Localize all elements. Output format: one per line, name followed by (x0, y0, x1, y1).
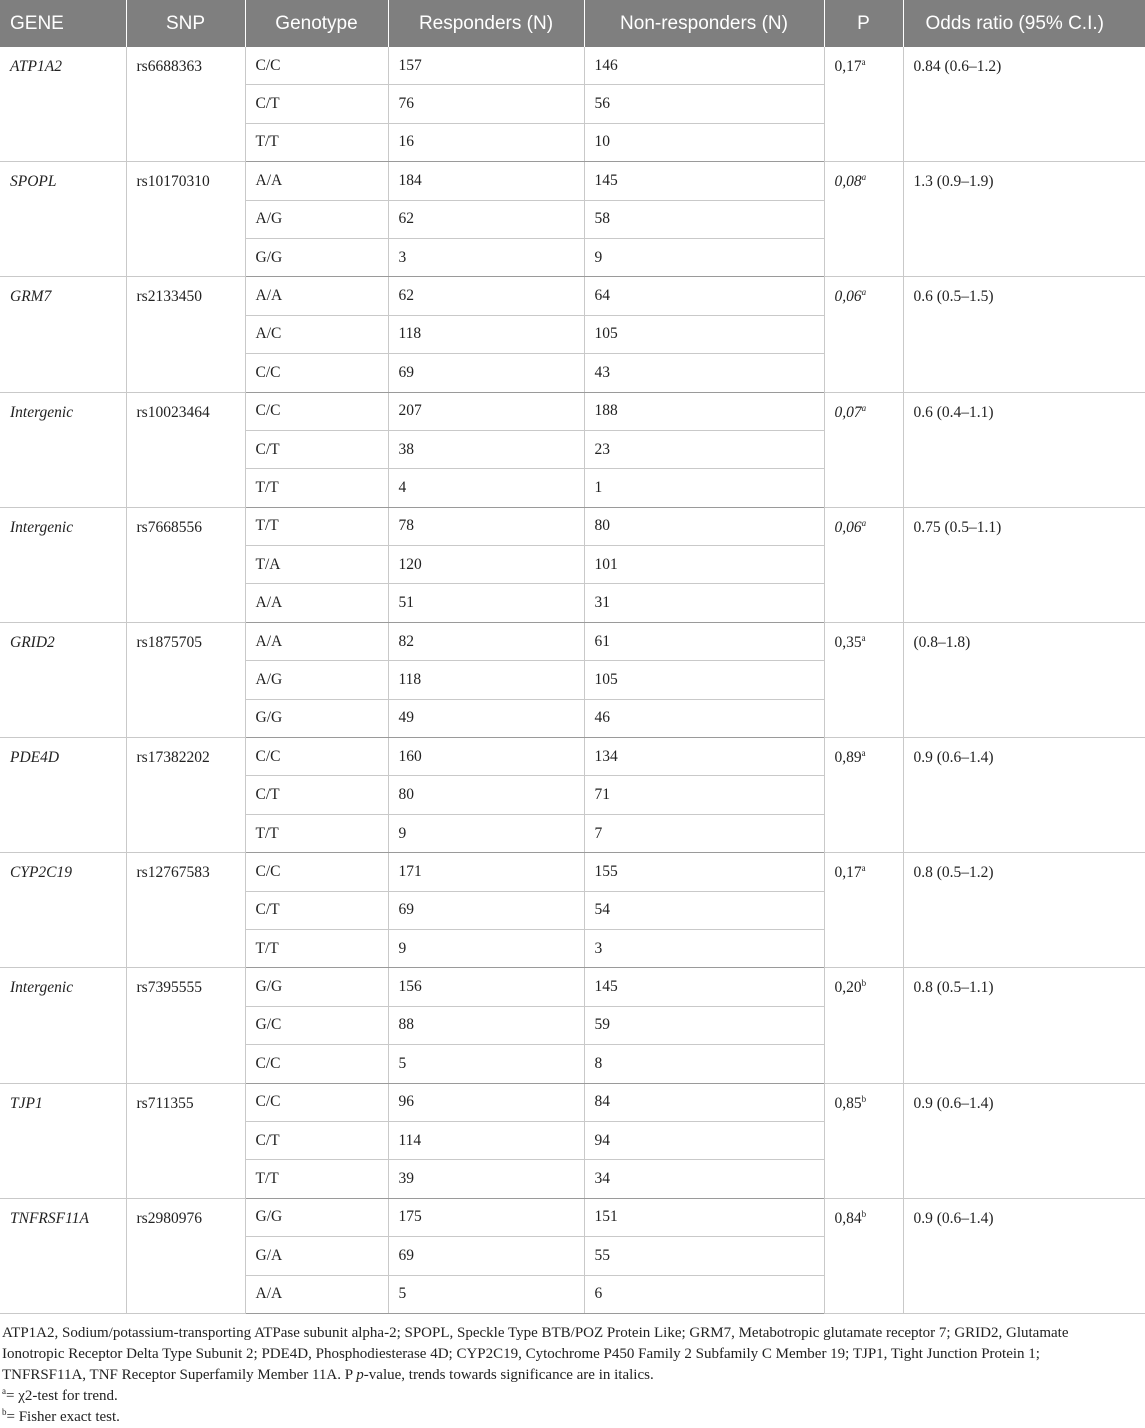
genotype-cell: A/A (245, 162, 388, 200)
nonresponders-cell: 105 (584, 315, 824, 353)
responders-cell: 114 (388, 1121, 584, 1159)
p-value-superscript: a (861, 632, 866, 643)
genotype-cell: C/T (245, 891, 388, 929)
genotype-cell: T/T (245, 123, 388, 161)
footnote-b-mark: b (2, 1407, 7, 1417)
footnote-a-text: = χ2-test for trend. (6, 1388, 118, 1404)
gene-cell: CYP2C19 (0, 853, 126, 968)
responders-cell: 69 (388, 891, 584, 929)
table-body (0, 47, 1145, 1313)
responders-cell: 80 (388, 776, 584, 814)
odds-ratio-cell: (0.8–1.8) (903, 622, 1145, 737)
responders-cell: 82 (388, 622, 584, 660)
responders-cell: 49 (388, 699, 584, 737)
genotype-cell: G/G (245, 238, 388, 276)
responders-cell: 175 (388, 1198, 584, 1236)
genotype-cell: C/T (245, 1121, 388, 1159)
nonresponders-cell: 84 (584, 1083, 824, 1121)
responders-cell: 3 (388, 238, 584, 276)
gene-cell: TNFRSF11A (0, 1198, 126, 1313)
genotype-cell: G/G (245, 968, 388, 1006)
nonresponders-cell: 7 (584, 814, 824, 852)
genotype-cell: A/G (245, 200, 388, 238)
genotype-cell: C/C (245, 354, 388, 392)
snp-cell: rs7668556 (126, 507, 245, 622)
header-nonresponders: Non-responders (N) (584, 0, 824, 47)
table-row (0, 738, 1145, 776)
genotype-cell: C/C (245, 1083, 388, 1121)
genotype-cell: T/T (245, 1160, 388, 1198)
responders-cell: 51 (388, 584, 584, 622)
gene-cell: SPOPL (0, 162, 126, 277)
nonresponders-cell: 134 (584, 738, 824, 776)
genotype-cell: A/A (245, 1275, 388, 1313)
p-value-cell (824, 47, 903, 162)
p-value-cell (824, 1083, 903, 1198)
nonresponders-cell: 31 (584, 584, 824, 622)
odds-ratio-cell: 0.75 (0.5–1.1) (903, 507, 1145, 622)
genotype-cell: T/T (245, 507, 388, 545)
nonresponders-cell: 43 (584, 354, 824, 392)
genotype-cell: C/T (245, 776, 388, 814)
header-gene: GENE (0, 0, 126, 47)
p-value-superscript: a (861, 172, 867, 183)
responders-cell: 5 (388, 1275, 584, 1313)
responders-cell: 62 (388, 200, 584, 238)
gene-cell: ATP1A2 (0, 47, 126, 162)
p-value: 0,08 (834, 173, 862, 191)
genotype-cell: G/G (245, 699, 388, 737)
footnote-p-italic: p (356, 1367, 364, 1383)
odds-ratio-cell: 0.84 (0.6–1.2) (903, 47, 1145, 162)
nonresponders-cell: 46 (584, 699, 824, 737)
odds-ratio-cell: 0.8 (0.5–1.1) (903, 968, 1145, 1083)
genotype-cell: C/C (245, 392, 388, 430)
responders-cell: 207 (388, 392, 584, 430)
p-value-cell (824, 277, 903, 392)
responders-cell: 62 (388, 277, 584, 315)
nonresponders-cell: 71 (584, 776, 824, 814)
header-genotype: Genotype (245, 0, 388, 47)
responders-cell: 118 (388, 315, 584, 353)
nonresponders-cell: 34 (584, 1160, 824, 1198)
footnote-abbreviations (2, 1323, 1127, 1386)
nonresponders-cell: 94 (584, 1121, 824, 1159)
nonresponders-cell: 146 (584, 47, 824, 85)
p-value-superscript: a (861, 517, 867, 528)
nonresponders-cell: 145 (584, 162, 824, 200)
table-row (0, 622, 1145, 660)
responders-cell: 184 (388, 162, 584, 200)
responders-cell: 76 (388, 85, 584, 123)
genotype-cell: A/A (245, 584, 388, 622)
nonresponders-cell: 188 (584, 392, 824, 430)
responders-cell: 38 (388, 430, 584, 468)
genotype-cell: C/T (245, 85, 388, 123)
p-value-superscript: a (861, 748, 866, 759)
responders-cell: 118 (388, 661, 584, 699)
genotype-cell: T/T (245, 814, 388, 852)
p-value-cell (824, 738, 903, 853)
p-value: 0,35 (834, 633, 862, 651)
gene-cell: Intergenic (0, 392, 126, 507)
p-value: 0,17 (834, 864, 862, 882)
table-row (0, 392, 1145, 430)
nonresponders-cell: 155 (584, 853, 824, 891)
p-value-cell (824, 162, 903, 277)
responders-cell: 5 (388, 1045, 584, 1083)
nonresponders-cell: 61 (584, 622, 824, 660)
nonresponders-cell: 10 (584, 123, 824, 161)
nonresponders-cell: 55 (584, 1237, 824, 1275)
nonresponders-cell: 9 (584, 238, 824, 276)
genotype-cell: A/C (245, 315, 388, 353)
genotype-cell: C/C (245, 738, 388, 776)
genotype-cell: C/C (245, 853, 388, 891)
responders-cell: 69 (388, 354, 584, 392)
responders-cell: 16 (388, 123, 584, 161)
p-value-cell (824, 507, 903, 622)
table-row (0, 968, 1145, 1006)
p-value: 0,20 (834, 979, 862, 997)
table-row (0, 507, 1145, 545)
footnote-abbrev-text: ATP1A2, Sodium/potassium-transporting ATPase subunit alpha-2; SPOPL, Speckle Type BTB/POZ Protein Like; GRM7, Metabotropic glutamate receptor 7; GRID2, Glutamate Ionotropic Receptor Delta Type Subunit 2; PDE4D, Phosphodiesterase 4D; CYP2C19, Cytochrome P450 Family 2 Subfamily C Member 19; TJP1, Tight Junction Protein 1; TNFRSF11A, TNF Receptor Superfamily Member 11A. P (2, 1325, 1069, 1383)
p-value: 0,07 (834, 403, 862, 421)
nonresponders-cell: 3 (584, 929, 824, 967)
genotype-cell: C/T (245, 430, 388, 468)
odds-ratio-cell: 0.8 (0.5–1.2) (903, 853, 1145, 968)
table-header-row (0, 0, 1145, 47)
snp-cell: rs6688363 (126, 47, 245, 162)
snp-cell: rs711355 (126, 1083, 245, 1198)
p-value: 0,17 (834, 58, 862, 75)
snp-cell: rs2980976 (126, 1198, 245, 1313)
gene-cell: GRM7 (0, 277, 126, 392)
p-value: 0,84 (834, 1209, 862, 1227)
p-value-superscript: a (861, 402, 867, 413)
table-row (0, 1083, 1145, 1121)
nonresponders-cell: 80 (584, 507, 824, 545)
header-responders: Responders (N) (388, 0, 584, 47)
nonresponders-cell: 59 (584, 1006, 824, 1044)
nonresponders-cell: 6 (584, 1275, 824, 1313)
p-value: 0,89 (834, 749, 862, 767)
odds-ratio-cell: 0.9 (0.6–1.4) (903, 738, 1145, 853)
gene-cell: GRID2 (0, 622, 126, 737)
p-value-cell (824, 622, 903, 737)
nonresponders-cell: 23 (584, 430, 824, 468)
p-value-cell (824, 853, 903, 968)
snp-cell: rs10023464 (126, 392, 245, 507)
gene-cell: TJP1 (0, 1083, 126, 1198)
odds-ratio-cell: 0.6 (0.5–1.5) (903, 277, 1145, 392)
p-value-superscript: b (861, 978, 867, 989)
nonresponders-cell: 64 (584, 277, 824, 315)
p-value-cell (824, 1198, 903, 1313)
genotype-cell: C/C (245, 1045, 388, 1083)
table-row (0, 277, 1145, 315)
genotype-cell: G/C (245, 1006, 388, 1044)
genotype-cell: T/T (245, 929, 388, 967)
odds-ratio-cell: 0.9 (0.6–1.4) (903, 1198, 1145, 1313)
genotype-cell: A/A (245, 622, 388, 660)
genotype-cell: T/T (245, 469, 388, 507)
nonresponders-cell: 8 (584, 1045, 824, 1083)
genotype-cell: A/G (245, 661, 388, 699)
snp-cell: rs1875705 (126, 622, 245, 737)
footnote-a (2, 1386, 1127, 1407)
snp-cell: rs7395555 (126, 968, 245, 1083)
table-row (0, 853, 1145, 891)
snp-cell: rs17382202 (126, 738, 245, 853)
responders-cell: 157 (388, 47, 584, 85)
nonresponders-cell: 58 (584, 200, 824, 238)
odds-ratio-cell: 0.9 (0.6–1.4) (903, 1083, 1145, 1198)
odds-ratio-cell: 1.3 (0.9–1.9) (903, 162, 1145, 277)
responders-cell: 69 (388, 1237, 584, 1275)
footnote-abbrev-tail: -value, trends towards significance are in italics. (363, 1367, 654, 1383)
responders-cell: 120 (388, 546, 584, 584)
gene-cell: PDE4D (0, 738, 126, 853)
responders-cell: 9 (388, 929, 584, 967)
footnote-a-mark: a (2, 1386, 6, 1396)
genotype-cell: G/G (245, 1198, 388, 1236)
p-value: 0,85 (834, 1094, 862, 1112)
genotype-cell: C/C (245, 47, 388, 85)
header-snp: SNP (126, 0, 245, 47)
nonresponders-cell: 1 (584, 469, 824, 507)
snp-cell: rs2133450 (126, 277, 245, 392)
p-value-superscript: b (861, 1093, 867, 1104)
odds-ratio-cell: 0.6 (0.4–1.1) (903, 392, 1145, 507)
responders-cell: 171 (388, 853, 584, 891)
footnote-b (2, 1407, 1127, 1428)
genotype-cell: A/A (245, 277, 388, 315)
table-row (0, 47, 1145, 85)
responders-cell: 96 (388, 1083, 584, 1121)
responders-cell: 9 (388, 814, 584, 852)
responders-cell: 78 (388, 507, 584, 545)
genotype-cell: G/A (245, 1237, 388, 1275)
p-value-superscript: b (861, 1208, 867, 1219)
responders-cell: 4 (388, 469, 584, 507)
p-value-superscript: a (861, 287, 867, 298)
p-value-cell (824, 392, 903, 507)
gene-cell: Intergenic (0, 968, 126, 1083)
gene-cell: Intergenic (0, 507, 126, 622)
nonresponders-cell: 101 (584, 546, 824, 584)
footnote-b-text: = Fisher exact test. (6, 1409, 120, 1425)
nonresponders-cell: 56 (584, 85, 824, 123)
table-row (0, 1198, 1145, 1236)
snp-cell: rs10170310 (126, 162, 245, 277)
table-footnotes (0, 1323, 1127, 1428)
nonresponders-cell: 54 (584, 891, 824, 929)
nonresponders-cell: 151 (584, 1198, 824, 1236)
responders-cell: 88 (388, 1006, 584, 1044)
responders-cell: 39 (388, 1160, 584, 1198)
genotype-cell: T/A (245, 546, 388, 584)
snp-cell: rs12767583 (126, 853, 245, 968)
table-row (0, 162, 1145, 200)
header-odds-ratio: Odds ratio (95% C.I.) (903, 0, 1145, 47)
responders-cell: 160 (388, 738, 584, 776)
nonresponders-cell: 105 (584, 661, 824, 699)
p-value-superscript: a (861, 863, 866, 874)
p-value: 0,06 (834, 288, 862, 306)
p-value-cell (824, 968, 903, 1083)
p-value-superscript: a (861, 57, 866, 67)
nonresponders-cell: 145 (584, 968, 824, 1006)
header-p: P (824, 0, 903, 47)
p-value: 0,06 (834, 518, 862, 536)
responders-cell: 156 (388, 968, 584, 1006)
